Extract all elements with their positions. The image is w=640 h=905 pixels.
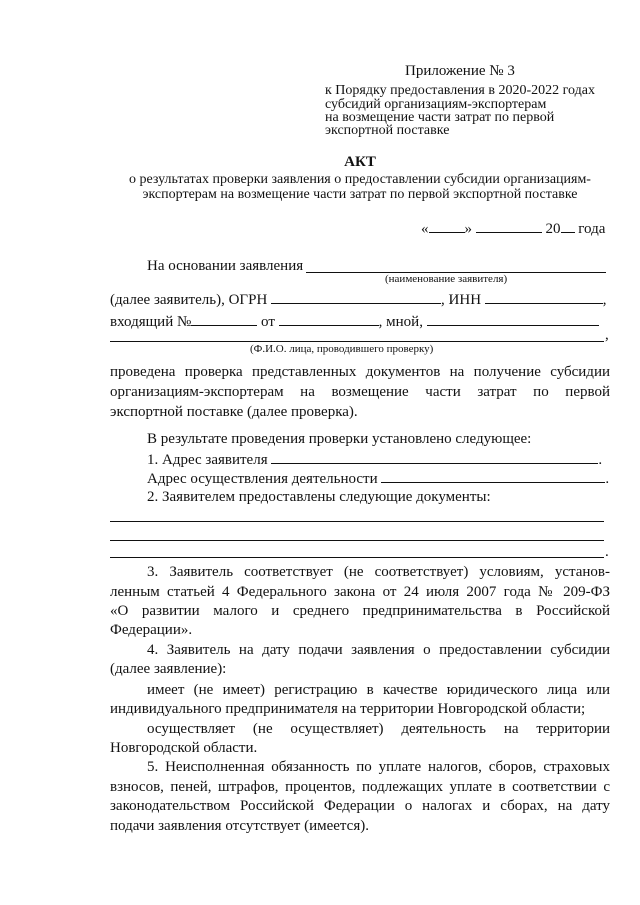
- item1-address-line: 1. Адрес заявителя .: [147, 449, 602, 470]
- ogrn-blank[interactable]: [271, 289, 441, 304]
- item3-line-3: «О развитии малого и среднего предпринимательства в Российской: [110, 603, 610, 619]
- date-century: 20: [545, 221, 561, 237]
- item1-address-label: 1. Адрес заявителя: [147, 452, 268, 468]
- item5-line-2: взносов, пеней, штрафов, процентов, подлежащих уплате в соответствии с: [110, 779, 610, 795]
- item5-line-3: законодательством Российской Федерации о налогах и сборах, на дату: [110, 798, 610, 814]
- item3-line-2: ленным статьей 4 Федерального закона от 24 июля 2007 года № 209-ФЗ: [110, 584, 610, 600]
- from-label: от: [261, 314, 275, 330]
- by-me-label: , мной,: [378, 314, 423, 330]
- applicant-caption: (наименование заявителя): [385, 273, 508, 285]
- documents-blank-3[interactable]: [110, 557, 604, 558]
- inn-label: , ИНН: [441, 292, 482, 308]
- basis-label: На основании заявления: [147, 258, 304, 274]
- item5-line-4: подачи заявления отсутствует (имеется).: [110, 818, 369, 834]
- item4-line-2: (далее заявление):: [110, 661, 227, 677]
- date-close-quote: »: [464, 221, 472, 237]
- incoming-line: [110, 311, 599, 332]
- incoming-date-blank[interactable]: [279, 311, 379, 326]
- date-month-blank[interactable]: [476, 218, 542, 233]
- item5-line-1: 5. Неисполненная обязанность по уплате налогов, сборов, страховых: [147, 759, 610, 775]
- date-open-quote: «: [421, 221, 429, 237]
- applicant-address-blank[interactable]: [271, 449, 598, 464]
- check-paragraph-3: экспортной поставке (далее проверка).: [110, 404, 358, 420]
- inspector-blank-1[interactable]: [427, 311, 599, 326]
- inn-blank[interactable]: [485, 289, 603, 304]
- inspector-caption: (Ф.И.О. лица, проводившего проверку): [250, 343, 434, 355]
- item1-activity-line: Адрес осуществления деятельности .: [147, 468, 609, 489]
- item2-label: 2. Заявителем предоставлены следующие документы:: [147, 489, 491, 505]
- item3-line-1: 3. Заявитель соответствует (не соответствует) условиям, установ-: [147, 564, 610, 580]
- documents-period: .: [605, 544, 609, 560]
- appendix-line-3: на возмещение части затрат по первой: [325, 110, 555, 125]
- inspector-blank-2[interactable]: [110, 341, 604, 342]
- item4-reg-line-1: имеет (не имеет) регистрацию в качестве юридического лица или: [147, 682, 610, 698]
- act-title: АКТ: [344, 154, 376, 170]
- act-subtitle-2: экспортерам на возмещение части затрат по первой экспортной поставке: [142, 187, 578, 202]
- date-line: [421, 218, 605, 239]
- item1-activity-label: Адрес осуществления деятельности: [147, 471, 378, 487]
- act-subtitle-1: о результатах проверки заявления о предоставлении субсидии организациям-: [129, 172, 591, 187]
- item4-line-1: 4. Заявитель на дату подачи заявления о предоставлении субсидии: [147, 642, 610, 658]
- appendix-title: Приложение № 3: [405, 63, 515, 79]
- result-intro: В результате проведения проверки установлено следующее:: [147, 431, 532, 447]
- documents-blank-1[interactable]: [110, 521, 604, 522]
- date-suffix: года: [578, 221, 606, 237]
- ogrn-label: (далее заявитель), ОГРН: [110, 292, 268, 308]
- incoming-number-blank[interactable]: [191, 311, 257, 326]
- activity-address-blank[interactable]: [381, 468, 605, 483]
- check-paragraph-1: проведена проверка представленных документов на получение субсидии: [110, 364, 610, 380]
- item4-reg-line-2: индивидуального предпринимателя на территории Новгородской области;: [110, 701, 586, 717]
- item3-line-4: Федерации».: [110, 622, 193, 638]
- appendix-line-4: экспортной поставке: [325, 123, 450, 138]
- documents-blank-2[interactable]: [110, 540, 604, 541]
- item4-activity-line-2: Новгородской области.: [110, 740, 258, 756]
- incoming-label: входящий №: [110, 314, 192, 330]
- date-day-blank[interactable]: [429, 218, 465, 233]
- date-year-blank[interactable]: [561, 218, 575, 233]
- ogrn-line: (далее заявитель), ОГРН , ИНН ,: [110, 289, 607, 310]
- inspector-comma: ,: [605, 327, 609, 343]
- check-paragraph-2: организациям-экспортерам на возмещение части затрат по первой: [110, 384, 610, 400]
- appendix-line-1: к Порядку предоставления в 2020-2022 годах: [325, 83, 595, 98]
- item4-activity-line-1: осуществляет (не осуществляет) деятельность на территории: [147, 721, 610, 737]
- appendix-line-2: субсидий организациям-экспортерам: [325, 97, 547, 112]
